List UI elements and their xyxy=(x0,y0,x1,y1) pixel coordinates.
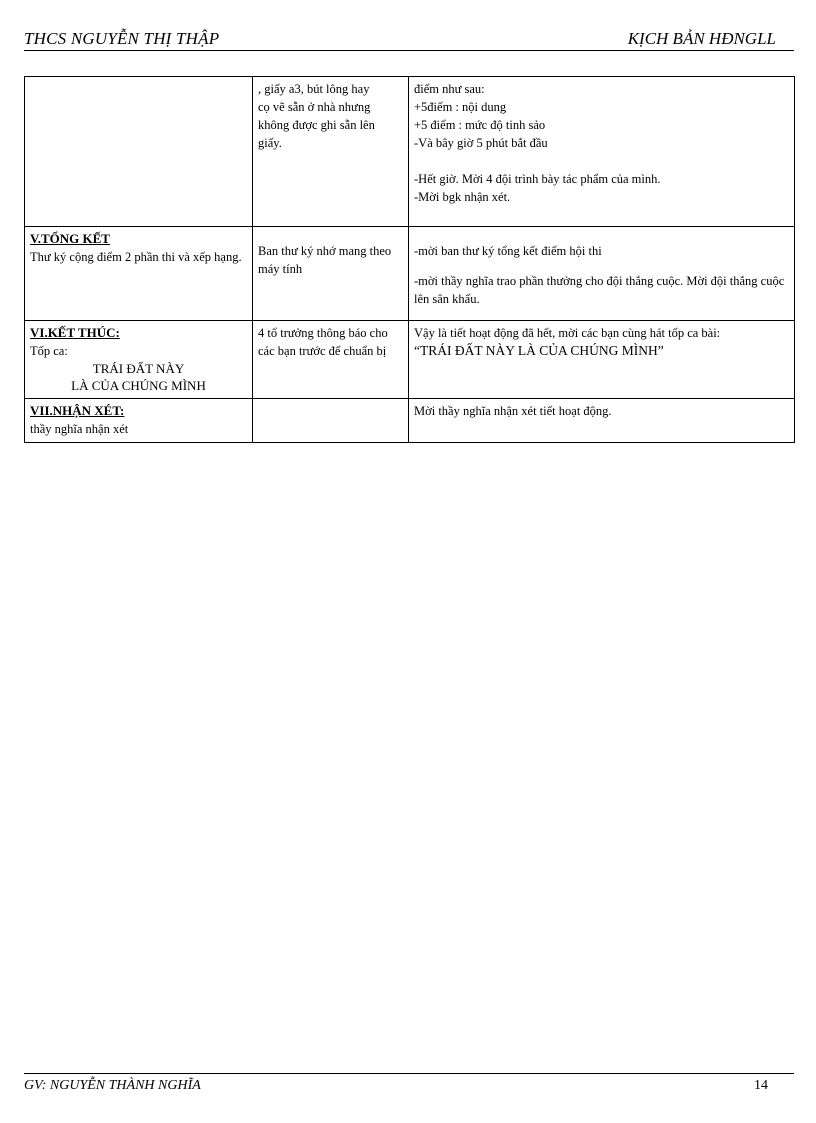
song-title: “TRÁI ĐẤT NÀY LÀ CỦA CHÚNG MÌNH” xyxy=(414,343,664,358)
text-line: +5 điểm : mức độ tinh sảo xyxy=(414,118,546,132)
cell-text: -mời ban thư ký tổng kết điểm hội thi xyxy=(414,244,602,258)
section-title: V.TỔNG KẾT xyxy=(30,231,110,246)
row4-col3 xyxy=(409,399,795,443)
cell-text: Tốp ca: xyxy=(30,344,68,358)
text-line: +5điểm : nội dung xyxy=(414,100,507,114)
cell-text: thầy nghĩa nhận xét xyxy=(30,422,129,436)
cell-text: Mời thầy nghĩa nhận xét tiết hoạt động. xyxy=(414,404,612,418)
page-number: 14 xyxy=(754,1078,768,1093)
row1-col1 xyxy=(25,77,253,227)
row1-col3 xyxy=(409,77,795,227)
row4-col1 xyxy=(25,399,253,443)
text-line: không được ghi sẵn lên xyxy=(258,118,375,132)
text-line: , giấy a3, bút lông hay xyxy=(258,82,370,96)
row3-col3 xyxy=(409,321,795,399)
row2-col1 xyxy=(25,227,253,321)
text-line: cọ vẽ sẵn ở nhà nhưng xyxy=(258,100,371,114)
text-line: điểm như sau: xyxy=(414,82,485,96)
text-line: -Và bây giờ 5 phút bắt đầu xyxy=(414,136,548,150)
section-title: VI.KẾT THÚC: xyxy=(30,325,120,340)
row4-col2 xyxy=(253,399,409,443)
section-title: VII.NHẬN XÉT: xyxy=(30,403,125,418)
table-row xyxy=(25,321,795,399)
cell-text: Ban thư ký nhớ mang theo máy tính xyxy=(258,244,392,276)
cell-text: Thư ký cộng điểm 2 phần thi và xếp hạng. xyxy=(30,250,242,264)
text-line: -Mời bgk nhận xét. xyxy=(414,190,511,204)
row3-col2 xyxy=(253,321,409,399)
cell-text: 4 tổ trưởng thông báo cho các bạn trước để chuẩn bị xyxy=(258,326,388,358)
song-title-line: LÀ CỦA CHÚNG MÌNH xyxy=(71,378,206,393)
row3-col1 xyxy=(25,321,253,399)
table-row xyxy=(25,77,795,227)
row2-col2 xyxy=(253,227,409,321)
row1-col2 xyxy=(253,77,409,227)
text-line: -Hết giờ. Mời 4 đội trình bày tác phẩm của mình. xyxy=(414,172,661,186)
row2-col3 xyxy=(409,227,795,321)
song-title-line: TRÁI ĐẤT NÀY xyxy=(92,361,185,376)
page-header xyxy=(24,26,794,51)
table-row xyxy=(25,227,795,321)
table-row xyxy=(25,399,795,443)
page-footer xyxy=(24,1073,794,1093)
cell-text: -mời thầy nghĩa trao phần thưởng cho đội thắng cuộc. Mời đội thắng cuộc lên sân khấu. xyxy=(414,274,785,306)
teacher-name: GV: NGUYỄN THÀNH NGHĨA xyxy=(24,1078,201,1093)
cell-text: Vậy là tiết hoạt động đã hết, mời các bạn cùng hát tốp ca bài: xyxy=(414,326,721,340)
text-line: giấy. xyxy=(258,136,282,150)
school-name: THCS NGUYỄN THỊ THẬP xyxy=(24,29,220,48)
document-title: KỊCH BẢN HĐNGLL xyxy=(627,29,776,48)
activity-script-table xyxy=(24,76,795,443)
